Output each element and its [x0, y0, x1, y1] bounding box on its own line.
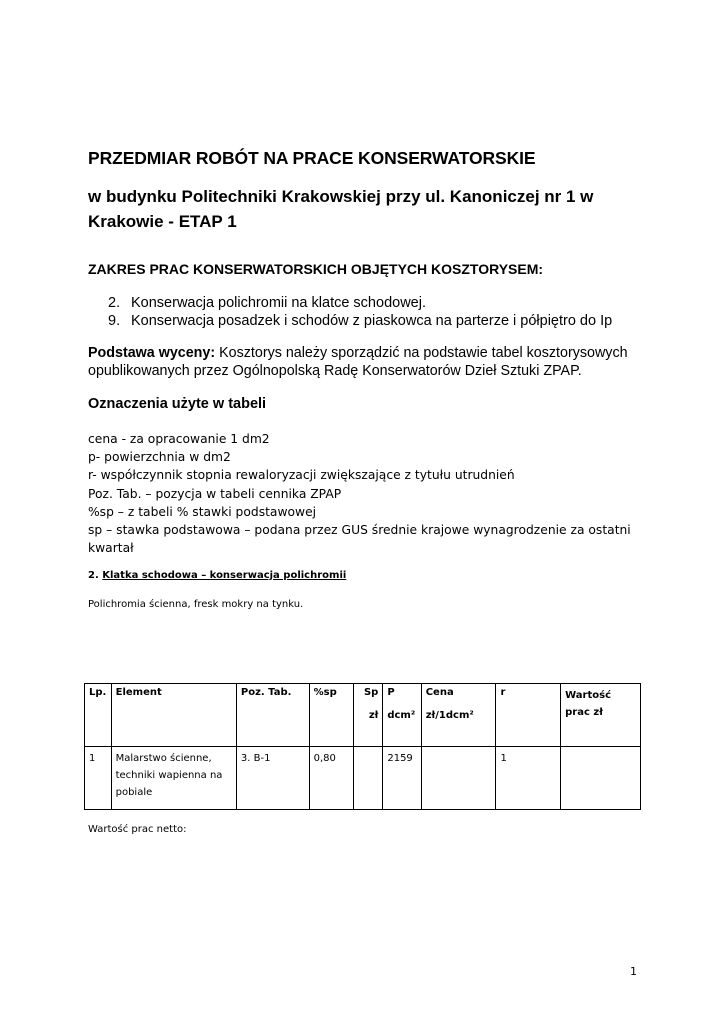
header-wartosc: Wartość prac zł: [561, 684, 641, 747]
header-p-line2: dcm²: [387, 710, 416, 721]
legend-item: %sp – z tabeli % stawki podstawowej: [88, 504, 317, 519]
header-sp-line2: zł: [368, 710, 379, 721]
scope-item-number: 2.: [108, 295, 121, 311]
legend-item: p- powierzchnia w dm2: [88, 450, 231, 465]
table-row: [85, 747, 641, 810]
header-r: r: [496, 684, 561, 747]
legend-item: cena - za opracowanie 1 dm2: [88, 432, 270, 446]
header-sp-percent: %sp: [309, 684, 353, 747]
document-subtitle: w budynku Politechniki Krakowskiej przy ul. Kanoniczej nr 1 w Krakowie - ETAP 1: [88, 187, 594, 231]
header-sp-line1: Sp: [363, 687, 379, 698]
cell-wartosc: [561, 747, 641, 810]
header-sp: [354, 684, 383, 747]
net-value-label: Wartość prac netto:: [88, 824, 187, 835]
table-header-row: [85, 684, 641, 747]
document-title: PRZEDMIAR ROBÓT NA PRACE KONSERWATORSKIE: [88, 148, 536, 168]
cell-element: Malarstwo ścienne, techniki wapienna na pobiale: [111, 747, 236, 810]
legend-list: [88, 430, 648, 557]
cell-poz-tab: 3. B-1: [236, 747, 309, 810]
scope-item-text: Konserwacja polichromii na klatce schodowej.: [131, 295, 426, 311]
pricing-basis: [88, 344, 648, 380]
scope-heading: ZAKRES PRAC KONSERWATORSKICH OBJĘTYCH KOSZTORYSEM:: [88, 261, 544, 277]
header-cena-line2: zł/1dcm²: [425, 710, 474, 721]
header-poz-tab: Poz. Tab.: [236, 684, 309, 747]
header-lp: Lp.: [85, 684, 112, 747]
cell-sp-percent: 0,80: [309, 747, 353, 810]
cell-cena: [421, 747, 496, 810]
cell-p: 2159: [383, 747, 421, 810]
legend-item: Poz. Tab. – pozycja w tabeli cennika ZPAP: [88, 486, 342, 501]
scope-item-number: 9.: [108, 313, 121, 329]
header-p: [383, 684, 421, 747]
section-title: Klatka schodowa – konserwacja polichromii: [102, 570, 347, 581]
page-number: 1: [630, 965, 637, 978]
cell-lp: 1: [85, 747, 112, 810]
legend-heading: Oznaczenia użyte w tabeli: [88, 396, 267, 412]
header-cena-line1: Cena: [425, 687, 454, 698]
section-number: 2.: [88, 570, 99, 581]
header-element: Element: [111, 684, 236, 747]
pricing-basis-text: Kosztorys należy sporządzić na podstawie tabel kosztorysowych opublikowanych przez Ogólnopolską Radę Konserwatorów Dzieł Sztuki ZPAP.: [88, 345, 628, 379]
cell-r: 1: [496, 747, 561, 810]
cell-sp: [354, 747, 383, 810]
legend-item: r- współczynnik stopnia rewaloryzacji zwiększające z tytułu utrudnień: [88, 468, 515, 483]
scope-item-text: Konserwacja posadzek i schodów z piaskowca na parterze i półpiętro do Ip: [131, 313, 613, 329]
header-cena: [421, 684, 496, 747]
section-note: Polichromia ścienna, fresk mokry na tynku.: [88, 599, 304, 610]
pricing-table: [84, 683, 641, 810]
pricing-basis-label: Podstawa wyceny:: [88, 345, 216, 361]
legend-item: sp – stawka podstawowa – podana przez GUS średnie krajowe wynagrodzenie za ostatni kwartał: [88, 523, 631, 556]
header-p-line1: P: [387, 687, 395, 698]
section-heading: [88, 570, 346, 581]
